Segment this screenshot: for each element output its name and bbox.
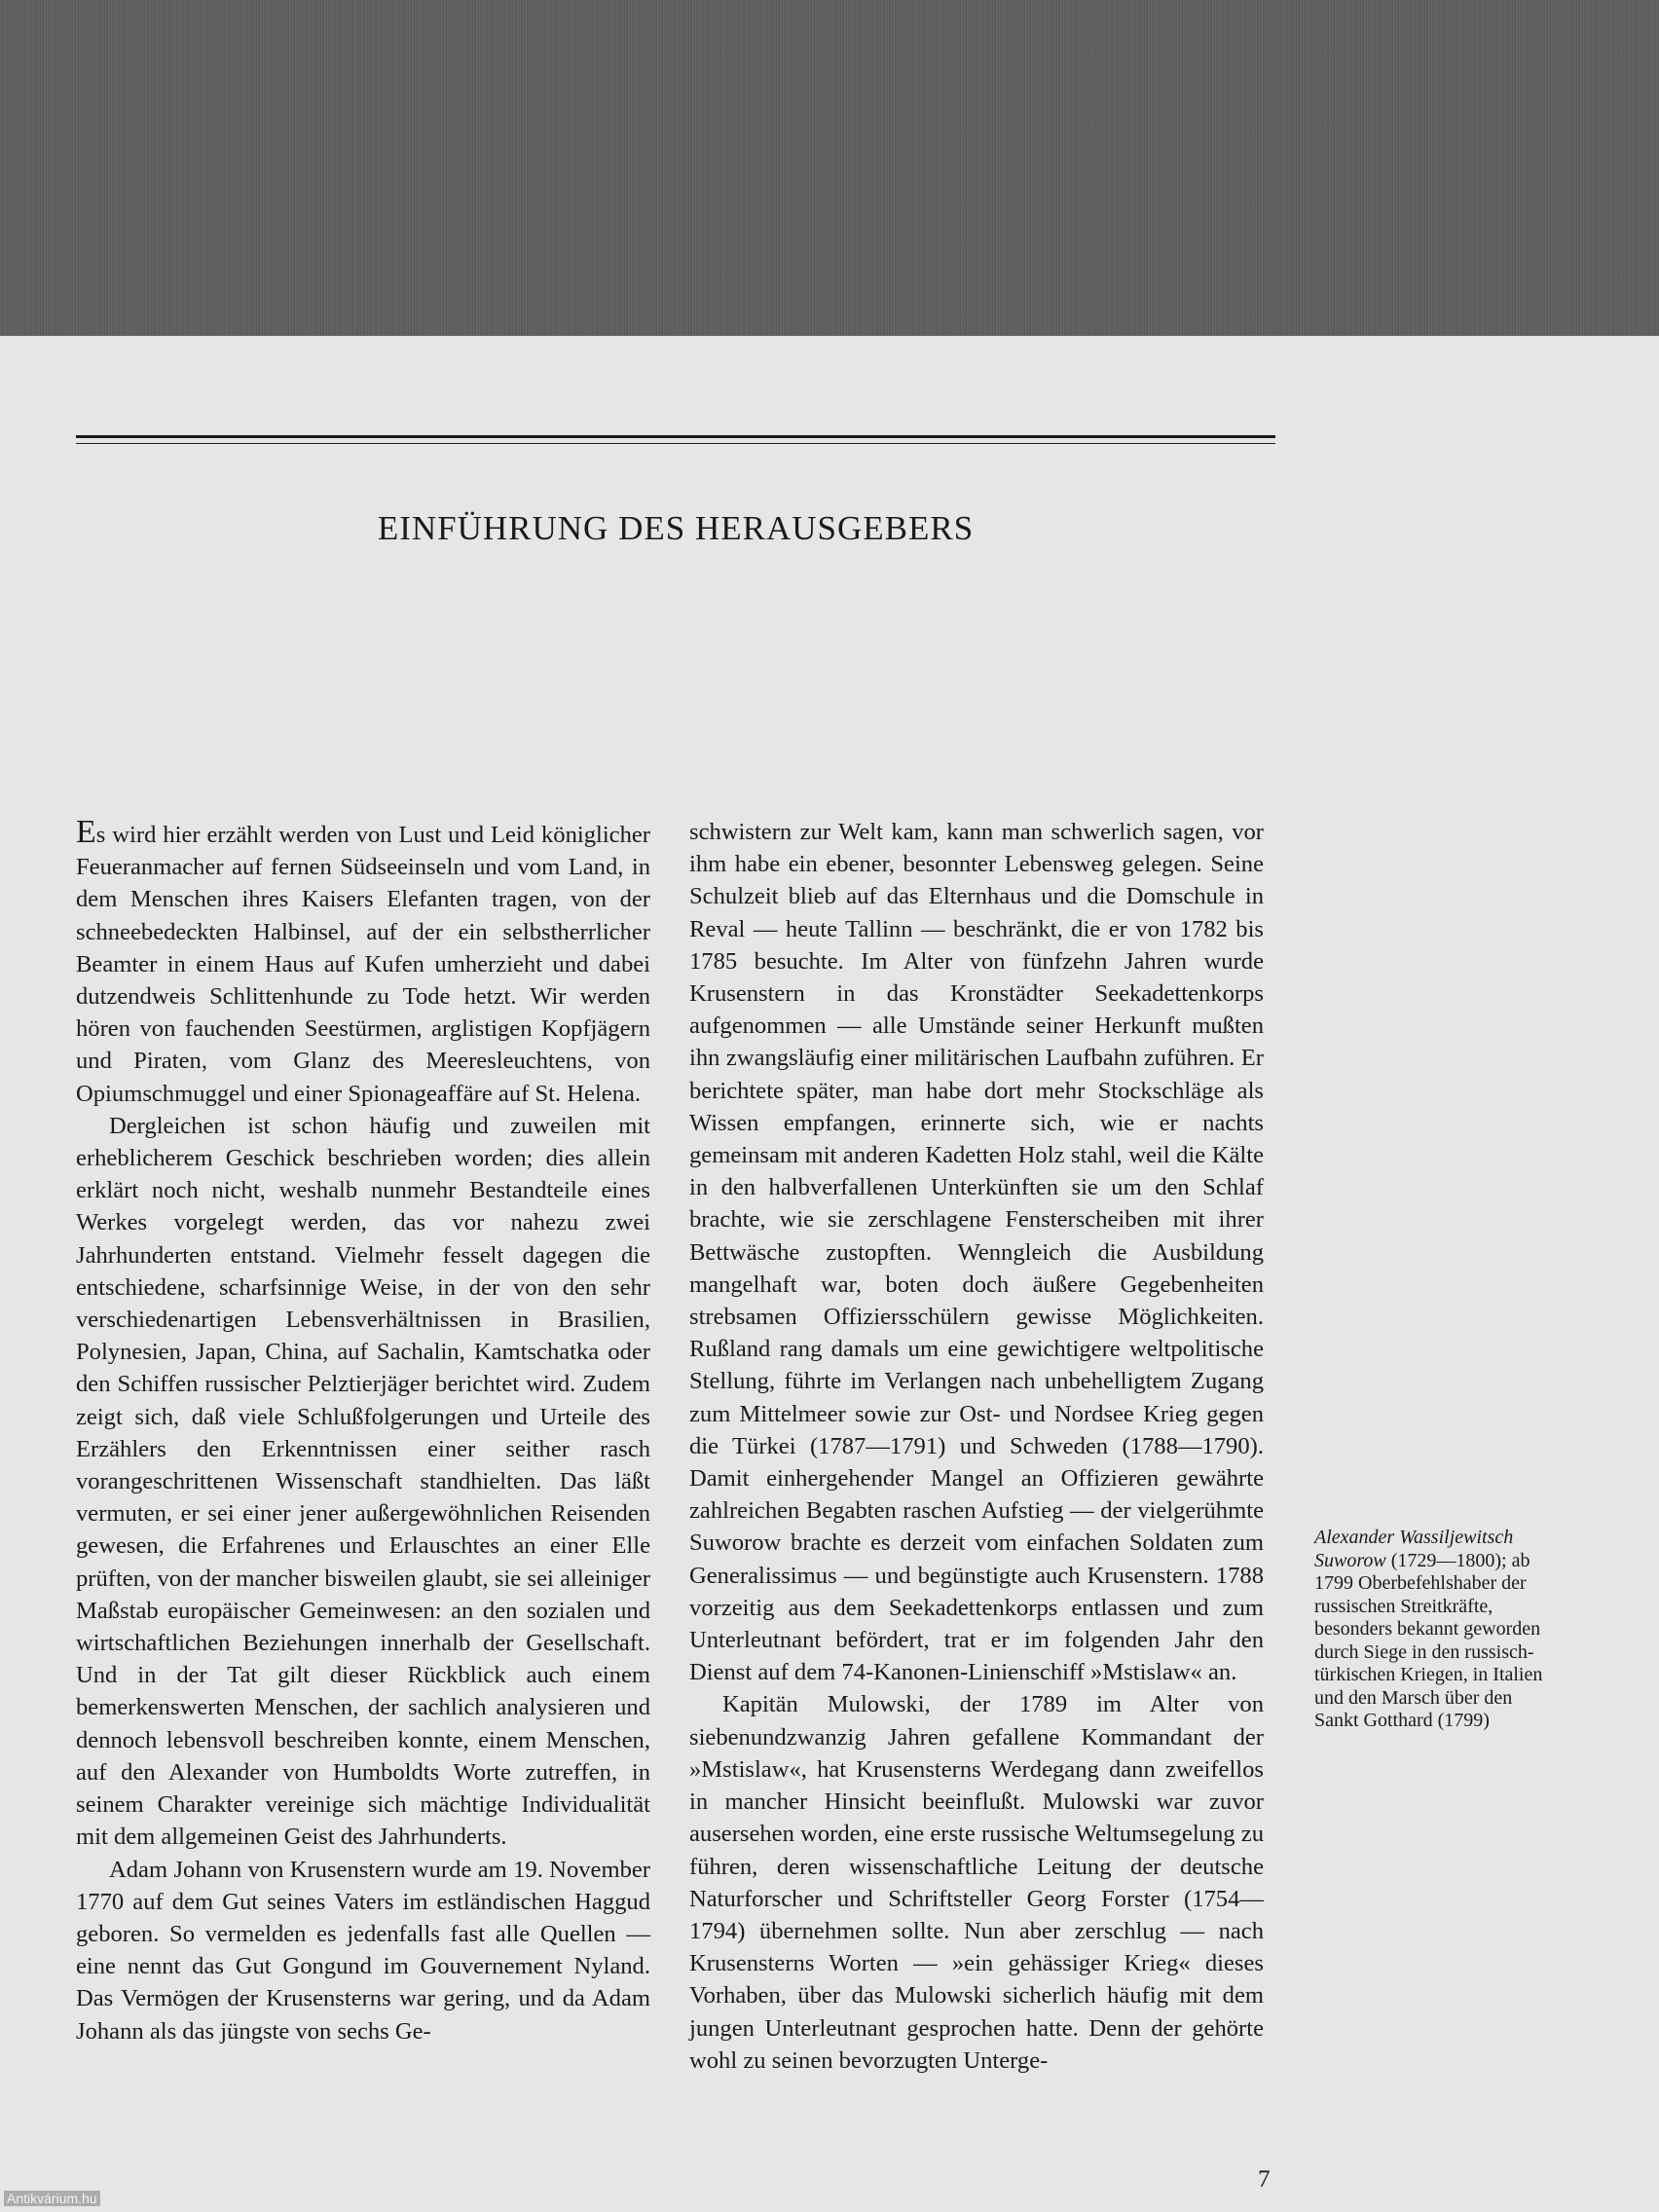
paragraph: schwistern zur Welt kam, kann man schwerlich sagen, vor ihm habe ein ebener, besonnter Lebensweg gelegen. Seine Schulzeit blieb auf das Elternhaus und die Domschule in Reval — heute Tallinn — beschränkt, die er von 1782 bis 1785 besuchte. Im Alter von fünfzehn Jahren wurde Krusenstern in das Kronstädter Seekadettenkorps aufgenommen — alle Umstände seiner Herkunft mußten ihn zwangsläufig einer militärischen Laufbahn zuführen. Er berichtete später, man habe dort mehr Stockschläge als Wissen empfangen, erinnerte sich, wie er nachts gemeinsam mit anderen Kadetten Holz stahl, weil die Kälte in den halbverfallenen Unterkünften sie um den Schlaf brachte, wie sie zerschlagene Fensterscheiben mit ihrer Bettwäsche zustopften. Wenngleich die Ausbildung mangelhaft war, boten doch äußere Gegebenheiten strebsamen Offiziersschülern gewisse Möglichkeiten. Rußland rang damals um eine gewichtigere weltpolitische Stellung, führte im Verlangen nach unbehelligtem Zugang zum Mittelmeer sowie zur Ost- und Nordsee Krieg gegen die Türkei (1787—1791) und Schweden (1788—1790). Damit einhergehender Mangel an Offizieren gewährte zahlreichen Begabten raschen Aufstieg — der vielgerühmte Suworow brachte es derzeit vom einfachen Soldaten zum Generalissimus — und begünstigte auch Krusenstern. 1788 vorzeitig aus dem Seekadettenkorps entlassen und zum Unterleutnant befördert, trat er im folgenden Jahr den Dienst auf dem 74-Kanonen-Linienschiff »Mstislaw« an. — [689, 819, 1264, 1686]
caption-name: Alexander Wassiljewitsch Suworow — [1314, 1527, 1514, 1571]
book-page — [0, 336, 1659, 2212]
caption-text: (1729—1800); ab 1799 Oberbefehlshaber der russischen Streitkräfte, besonders bekannt geworden durch Siege in den russisch-türkischen Kriegen, in Italien und den Marsch über den Sankt Gotthard (1799) — [1314, 1549, 1543, 1731]
margin-caption — [1314, 1527, 1556, 1733]
paragraph: Es wird hier erzählt werden von Lust und Leid königlicher Feueranmacher auf fernen Südseeinseln und vom Land, in dem Menschen ihres Kaisers Elefanten tragen, von der schneebedeckten Halbinsel, auf der ein selbstherrlicher Beamter in einem Haus auf Kufen umherzieht und dabei dutzendweis Schlittenhunde zu Tode hetzt. Wir werden hören von fauchenden Seestürmen, arglistigen Kopfjägern und Piraten, vom Glanz des Meeresleuchtens, von Opiumschmuggel und einer Spionageaffäre auf St. Helena. — [76, 814, 650, 1107]
background-surface — [0, 0, 1659, 350]
text-column-left — [76, 816, 650, 2047]
text-column-right — [689, 816, 1264, 2077]
paragraph: Dergleichen ist schon häufig und zuweilen mit erheblicherem Geschick beschrieben worden; dies allein erklärt noch nicht, weshalb nunmehr Bestandteile eines Werkes vorgelegt werden, das vor nahezu zwei Jahrhunderten entstand. Vielmehr fesselt dagegen die entschiedene, scharfsinnige Weise, in der von den sehr verschiedenartigen Lebensverhältnissen in Brasilien, Polynesien, Japan, China, auf Sachalin, Kamtschatka oder den Schiffen russischer Pelztierjäger berichtet wird. Zudem zeigt sich, daß viele Schlußfolgerungen und Urteile des Erzählers den Erkenntnissen einer seither rasch vorangeschrittenen Wissenschaft standhielten. Das läßt vermuten, er sei einer jener außergewöhnlichen Reisenden gewesen, die Erfahrenes und Erlauschtes an einer Elle prüften, von der mancher bisweilen glaubt, sie sei alleiniger Maßstab europäischer Gemeinwesen: an den sozialen und wirtschaftlichen Beziehungen innerhalb der Gesellschaft. Und in der Tat gilt dieser Rückblick auch einem bemerkenswerten Menschen, der sachlich analysieren und dennoch lebensvoll beschreiben konnte, einem Menschen, auf den Alexander von Humboldts Worte zutreffen, in seinem Charakter vereinige sich mächtige Individualität mit dem allgemeinen Geist des Jahrhunderts. — [76, 1112, 650, 1851]
header-rule-thick — [76, 435, 1275, 438]
paragraph: Kapitän Mulowski, der 1789 im Alter von siebenundzwanzig Jahren gefallene Kommandant der »Mstislaw«, hat Krusensterns Werdegang dann zweifellos in mancher Hinsicht beeinflußt. Mulowski war zuvor ausersehen worden, eine erste russische Weltumsegelung zu führen, deren wissenschaftliche Leitung der deutsche Naturforscher und Schriftsteller Georg Forster (1754—1794) übernehmen sollte. Nun aber zerschlug — nach Krusensterns Worten — »ein gehässiger Krieg« dieses Vorhaben, über das Mulowski sicherlich häufig mit dem jungen Unterleutnant gesprochen hatte. Denn der gehörte wohl zu seinen bevorzugten Unterge- — [689, 1691, 1264, 2074]
watermark: Antikvárium.hu — [4, 2191, 100, 2206]
paragraph: Adam Johann von Krusenstern wurde am 19. November 1770 auf dem Gut seines Vaters im estländischen Haggud geboren. So vermelden es jedenfalls fast alle Quellen — eine nennt das Gut Gongund im Gouvernement Nyland. Das Vermögen der Krusensterns war gering, und da Adam Johann als das jüngste von sechs Ge- — [76, 1856, 650, 2045]
chapter-heading: EINFÜHRUNG DES HERAUSGEBERS — [377, 509, 975, 547]
header-rule-thin — [76, 443, 1275, 444]
page-number: 7 — [1258, 2166, 1271, 2193]
